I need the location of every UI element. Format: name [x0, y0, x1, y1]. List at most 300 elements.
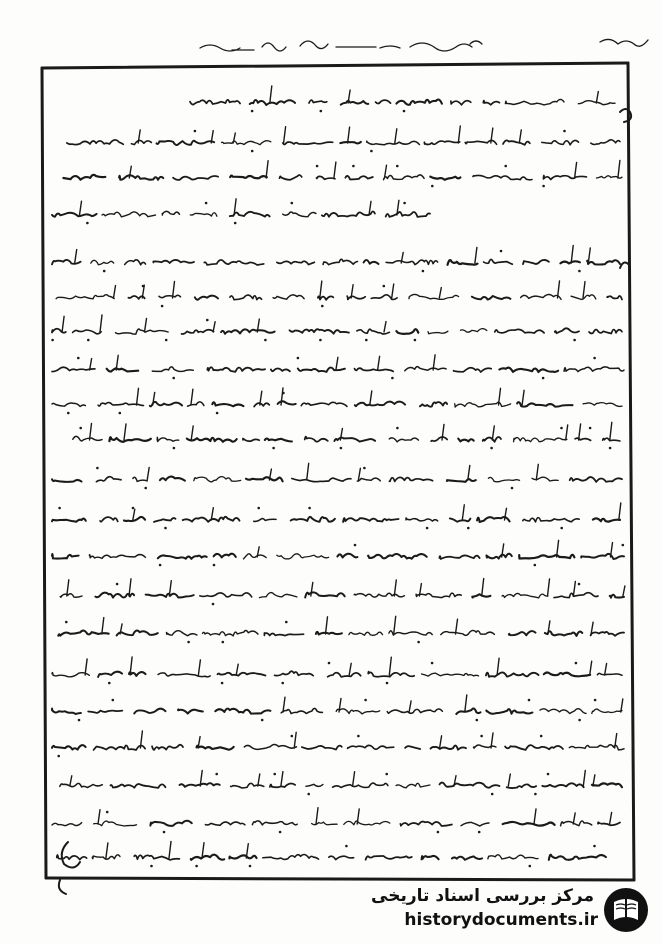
- handwritten-word: [204, 260, 263, 265]
- handwritten-word: [416, 593, 461, 597]
- handwritten-word: [431, 437, 447, 441]
- handwritten-word: [347, 296, 365, 299]
- handwritten-word: [263, 854, 319, 859]
- handwritten-word: [456, 708, 480, 714]
- handwritten-stroke: [566, 425, 568, 440]
- handwritten-word: [603, 438, 620, 441]
- handwritten-word: [593, 518, 620, 521]
- handwritten-word: [158, 673, 210, 677]
- handwritten-dot: [222, 641, 225, 644]
- handwritten-dot: [594, 699, 597, 702]
- handwritten-word: [523, 518, 579, 522]
- handwritten-word: [250, 100, 295, 105]
- handwritten-word: [450, 518, 471, 521]
- handwritten-dot: [511, 487, 514, 490]
- handwritten-word: [340, 142, 361, 144]
- handwritten-word: [389, 631, 432, 635]
- margin-mark: [59, 109, 631, 894]
- handwritten-word: [243, 439, 259, 442]
- handwritten-word: [424, 141, 459, 144]
- handwritten-word: [345, 176, 372, 179]
- handwritten-word: [302, 746, 342, 750]
- handwritten-dot: [65, 621, 68, 624]
- handwritten-dot: [159, 564, 162, 567]
- handwritten-dot: [251, 110, 254, 113]
- handwritten-word: [486, 709, 532, 714]
- handwritten-dot: [205, 202, 208, 205]
- handwritten-word: [420, 402, 447, 407]
- handwritten-dot: [437, 831, 440, 834]
- handwritten-word: [197, 746, 234, 750]
- handwritten-dot: [96, 467, 99, 470]
- handwritten-stroke: [129, 579, 131, 596]
- handwritten-word: [52, 479, 82, 482]
- handwritten-word: [244, 554, 267, 559]
- handwritten-word: [52, 367, 95, 371]
- handwritten-word: [422, 856, 439, 859]
- handwritten-line: [67, 126, 620, 152]
- handwritten-word: [554, 593, 598, 598]
- handwritten-word: [439, 555, 479, 559]
- handwritten-word: [544, 672, 590, 676]
- handwritten-dot: [172, 377, 175, 380]
- handwritten-word: [290, 329, 349, 334]
- handwritten-stroke: [145, 319, 147, 333]
- handwritten-word: [229, 855, 256, 858]
- handwritten-word: [587, 260, 620, 264]
- page-border: [42, 63, 634, 880]
- handwritten-dot: [622, 544, 625, 547]
- handwritten-stroke: [173, 281, 175, 298]
- handwritten-dot: [86, 222, 89, 225]
- handwritten-dot: [173, 447, 176, 450]
- handwritten-word: [154, 518, 176, 522]
- handwritten-word: [509, 631, 536, 635]
- handwritten-word: [52, 673, 89, 677]
- handwritten-word: [205, 822, 245, 825]
- handwritten-dot: [307, 793, 310, 796]
- handwritten-word: [521, 295, 562, 300]
- handwritten-word: [152, 745, 183, 750]
- handwritten-word: [483, 101, 499, 105]
- handwritten-word: [230, 212, 270, 217]
- handwritten-word: [124, 517, 145, 521]
- handwritten-stroke: [137, 388, 139, 405]
- handwritten-stroke: [307, 463, 309, 480]
- handwritten-word: [188, 402, 204, 406]
- handwritten-dot: [540, 735, 543, 738]
- handwritten-dot: [291, 202, 294, 205]
- header-scribble: [200, 39, 648, 51]
- book-icon: [602, 886, 650, 934]
- handwritten-word: [460, 329, 486, 333]
- handwritten-line: [52, 388, 622, 414]
- handwritten-word: [221, 329, 275, 333]
- handwritten-word: [386, 260, 438, 265]
- handwritten-word: [607, 296, 622, 299]
- handwritten-word: [503, 822, 555, 826]
- handwritten-word: [119, 175, 163, 179]
- handwritten-stroke: [623, 586, 625, 596]
- handwritten-word: [523, 260, 549, 264]
- handwritten-word: [218, 673, 266, 676]
- handwritten-stroke: [440, 736, 442, 748]
- handwritten-word: [430, 177, 460, 180]
- handwritten-word: [129, 672, 146, 676]
- handwritten-word: [94, 745, 146, 750]
- handwritten-word: [73, 330, 102, 334]
- handwritten-word: [389, 438, 418, 442]
- handwritten-dot: [161, 305, 164, 308]
- handwritten-word: [270, 784, 295, 788]
- handwritten-word: [173, 176, 218, 180]
- handwritten-word: [428, 331, 448, 334]
- handwritten-dot: [467, 527, 470, 530]
- handwritten-dot: [504, 165, 507, 168]
- watermark-website: historydocuments.ir: [404, 910, 598, 930]
- handwritten-dot: [321, 305, 324, 308]
- handwritten-dot: [257, 507, 260, 510]
- handwritten-dot: [51, 339, 54, 342]
- handwritten-word: [89, 555, 145, 559]
- handwritten-dot: [357, 735, 360, 738]
- handwritten-stroke: [320, 281, 322, 298]
- handwritten-word: [570, 477, 622, 482]
- handwritten-stroke: [236, 664, 238, 675]
- handwritten-word: [517, 402, 572, 407]
- handwritten-word: [610, 595, 624, 598]
- handwritten-word: [159, 295, 181, 297]
- handwritten-stroke: [153, 393, 155, 406]
- handwritten-dot: [108, 682, 111, 685]
- handwritten-word: [589, 330, 622, 334]
- handwritten-dot: [354, 544, 357, 547]
- handwritten-word: [292, 478, 351, 482]
- handwritten-dot: [396, 165, 399, 168]
- handwritten-dot: [391, 377, 394, 380]
- handwritten-dot: [563, 130, 566, 133]
- handwritten-dot: [216, 412, 219, 415]
- handwritten-word: [422, 673, 479, 676]
- handwritten-line: [52, 731, 624, 757]
- handwritten-word: [323, 259, 357, 264]
- handwritten-word: [230, 295, 262, 300]
- handwritten-word: [134, 709, 165, 714]
- handwritten-word: [458, 439, 474, 442]
- handwritten-dot: [206, 319, 209, 322]
- handwritten-word: [134, 855, 179, 860]
- handwritten-line: [60, 771, 622, 796]
- handwritten-dot: [316, 165, 319, 168]
- handwritten-word: [581, 554, 624, 559]
- handwritten-word: [215, 709, 270, 714]
- handwritten-stroke: [456, 619, 458, 634]
- handwritten-word: [344, 821, 390, 825]
- handwritten-stroke: [75, 250, 77, 263]
- handwritten-dot: [320, 110, 323, 113]
- handwritten-stroke: [85, 659, 87, 675]
- handwritten-stroke: [357, 809, 359, 824]
- handwritten-word: [555, 328, 579, 333]
- handwritten-word: [60, 594, 82, 598]
- handwritten-word: [322, 212, 375, 217]
- handwritten-stroke: [270, 86, 272, 103]
- handwritten-stroke: [573, 581, 575, 596]
- handwritten-word: [207, 367, 265, 372]
- handwritten-word: [116, 329, 169, 334]
- handwritten-word: [396, 100, 442, 105]
- handwritten-word: [389, 477, 432, 481]
- handwritten-word: [405, 367, 446, 371]
- handwritten-word: [56, 295, 114, 299]
- handwritten-word: [162, 211, 179, 215]
- handwritten-word: [73, 436, 102, 441]
- handwritten-stroke: [316, 808, 318, 824]
- handwritten-word: [348, 745, 394, 749]
- handwritten-word: [203, 630, 259, 635]
- handwritten-stroke: [465, 695, 467, 712]
- handwritten-word: [182, 330, 214, 334]
- handwritten-word: [125, 260, 146, 265]
- handwritten-stroke: [611, 543, 613, 557]
- handwritten-dot: [281, 682, 284, 685]
- handwritten-word: [499, 368, 558, 372]
- handwritten-word: [259, 593, 297, 598]
- handwritten-word: [200, 593, 252, 597]
- handwritten-line: [63, 160, 622, 187]
- handwritten-dot: [195, 865, 198, 868]
- handwritten-dot: [144, 487, 147, 490]
- handwritten-dot: [403, 110, 406, 113]
- handwritten-stroke: [583, 282, 585, 298]
- handwritten-word: [367, 141, 420, 145]
- handwritten-line: [52, 695, 623, 721]
- handwritten-dot: [490, 447, 493, 450]
- handwritten-word: [333, 783, 388, 787]
- handwritten-stroke: [169, 581, 171, 596]
- handwritten-word: [277, 261, 315, 264]
- handwritten-word: [540, 709, 586, 714]
- handwritten-word: [52, 823, 82, 826]
- handwritten-dot: [529, 865, 532, 868]
- handwritten-dot: [534, 564, 537, 567]
- handwritten-dot: [422, 270, 425, 273]
- handwritten-word: [488, 477, 519, 481]
- handwritten-word: [100, 517, 118, 522]
- handwritten-stroke: [557, 540, 559, 557]
- handwritten-stroke: [284, 127, 286, 143]
- handwritten-dot: [578, 270, 581, 273]
- handwritten-dot: [58, 507, 61, 510]
- handwritten-dot: [187, 641, 190, 644]
- handwritten-dot: [417, 641, 420, 644]
- handwritten-word: [592, 709, 622, 713]
- handwritten-stroke: [334, 162, 336, 178]
- handwritten-dot: [560, 527, 563, 530]
- handwritten-stroke: [147, 467, 149, 480]
- handwritten-stroke: [198, 660, 200, 675]
- handwritten-word: [465, 140, 496, 144]
- handwritten-dot: [165, 339, 168, 342]
- handwritten-dot: [414, 339, 417, 342]
- handwritten-dot: [560, 427, 563, 430]
- handwritten-dot: [352, 165, 355, 168]
- handwritten-word: [244, 744, 296, 749]
- handwritten-stroke: [246, 844, 248, 858]
- handwritten-stroke: [266, 161, 268, 178]
- handwritten-dot: [476, 719, 479, 722]
- handwritten-word: [368, 672, 414, 677]
- handwritten-word: [357, 478, 380, 481]
- handwritten-word: [400, 822, 452, 826]
- handwritten-word: [591, 632, 624, 636]
- handwritten-stroke: [536, 464, 538, 480]
- handwritten-dot: [282, 392, 285, 395]
- handwritten-word: [431, 746, 467, 750]
- handwritten-word: [561, 821, 592, 826]
- handwritten-line: [51, 315, 622, 341]
- handwritten-word: [396, 329, 418, 334]
- handwritten-word: [298, 368, 345, 372]
- handwritten-stroke: [462, 505, 464, 520]
- handwritten-dot: [87, 339, 90, 342]
- handwritten-dot: [500, 250, 503, 253]
- handwritten-word: [283, 212, 316, 217]
- handwritten-stroke: [260, 391, 262, 405]
- handwritten-word: [597, 673, 622, 675]
- handwritten-word: [157, 437, 179, 441]
- handwritten-stroke: [621, 699, 623, 712]
- handwritten-word: [376, 100, 391, 103]
- handwritten-dot: [67, 412, 70, 415]
- handwritten-word: [88, 711, 122, 713]
- handwritten-stroke: [258, 774, 260, 786]
- handwritten-stroke: [605, 664, 607, 676]
- handwritten-dot: [249, 865, 252, 868]
- handwritten-dot: [261, 719, 264, 722]
- handwritten-stroke: [169, 842, 171, 859]
- handwritten-dot: [150, 865, 153, 868]
- handwritten-word: [505, 745, 563, 750]
- handwritten-word: [278, 401, 296, 404]
- handwritten-word: [52, 554, 79, 558]
- handwritten-stroke: [133, 509, 135, 520]
- handwritten-word: [264, 633, 303, 636]
- handwritten-stroke: [508, 774, 510, 786]
- handwritten-word: [52, 403, 85, 407]
- handwritten-dot: [194, 130, 197, 133]
- handwritten-word: [306, 784, 323, 786]
- handwritten-stroke: [575, 162, 577, 178]
- handwritten-word: [133, 477, 147, 481]
- handwritten-dot: [363, 467, 366, 470]
- handwritten-dot: [213, 564, 216, 567]
- handwritten-dot: [116, 583, 119, 586]
- handwritten-word: [542, 783, 583, 787]
- handwritten-word: [405, 746, 420, 749]
- handwritten-word: [487, 554, 512, 559]
- handwritten-word: [505, 99, 564, 104]
- handwritten-line: [52, 657, 622, 684]
- watermark: [371, 880, 658, 940]
- handwritten-word: [190, 213, 217, 216]
- handwritten-word: [152, 367, 193, 372]
- handwritten-line: [52, 540, 624, 566]
- handwritten-word: [549, 855, 606, 860]
- handwritten-word: [461, 822, 489, 826]
- handwritten-word: [194, 477, 241, 482]
- handwritten-dot: [364, 699, 367, 702]
- handwritten-word: [117, 631, 158, 636]
- handwritten-word: [131, 140, 151, 144]
- handwritten-dot: [578, 583, 581, 586]
- handwritten-word: [545, 631, 582, 636]
- handwritten-word: [91, 260, 114, 264]
- handwritten-word: [271, 369, 290, 372]
- handwritten-word: [94, 821, 137, 826]
- handwritten-word: [336, 709, 380, 714]
- handwritten-line: [57, 842, 606, 868]
- handwritten-dot: [478, 831, 481, 834]
- handwritten-word: [153, 260, 194, 263]
- handwritten-stroke: [610, 422, 612, 440]
- handwritten-dot: [534, 793, 537, 796]
- handwritten-word: [150, 821, 191, 826]
- handwritten-dot: [279, 831, 282, 834]
- handwritten-word: [454, 368, 492, 372]
- handwritten-stroke: [348, 127, 350, 143]
- handwritten-stroke: [281, 772, 283, 786]
- handwritten-word: [441, 630, 495, 635]
- handwritten-word: [275, 671, 314, 675]
- handwritten-stroke: [283, 697, 285, 712]
- handwritten-dot: [142, 285, 145, 288]
- handwritten-stroke: [191, 389, 193, 405]
- handwritten-dot: [491, 793, 494, 796]
- handwritten-word: [265, 439, 292, 442]
- handwritten-word: [474, 745, 496, 748]
- handwritten-dot: [77, 357, 80, 360]
- handwritten-word: [503, 140, 530, 144]
- handwritten-stroke: [294, 732, 296, 748]
- handwritten-stroke: [394, 616, 396, 634]
- handwritten-dot: [609, 447, 612, 450]
- handwritten-dot: [103, 270, 106, 273]
- handwritten-dot: [163, 831, 166, 834]
- handwritten-word: [354, 593, 404, 597]
- handwritten-dot: [575, 662, 578, 665]
- handwritten-word: [214, 554, 236, 558]
- handwritten-dot: [285, 621, 288, 624]
- handwritten-stroke: [395, 129, 397, 143]
- handwritten-stroke: [392, 284, 394, 298]
- handwritten-word: [349, 632, 383, 635]
- handwritten-dot: [297, 357, 300, 360]
- handwritten-stroke: [389, 657, 391, 675]
- watermark-organization: مرکز بررسی اسناد تاریخی: [371, 886, 594, 906]
- handwritten-stroke: [378, 356, 380, 370]
- handwritten-stroke: [114, 286, 116, 298]
- handwritten-word: [52, 745, 86, 749]
- handwritten-word: [543, 176, 586, 180]
- handwritten-dot: [431, 662, 434, 665]
- handwritten-word: [564, 367, 624, 372]
- handwritten-stroke: [596, 92, 598, 103]
- handwritten-word: [364, 260, 379, 264]
- handwritten-stroke: [124, 424, 126, 440]
- handwritten-word: [592, 783, 622, 787]
- handwritten-word: [167, 631, 197, 636]
